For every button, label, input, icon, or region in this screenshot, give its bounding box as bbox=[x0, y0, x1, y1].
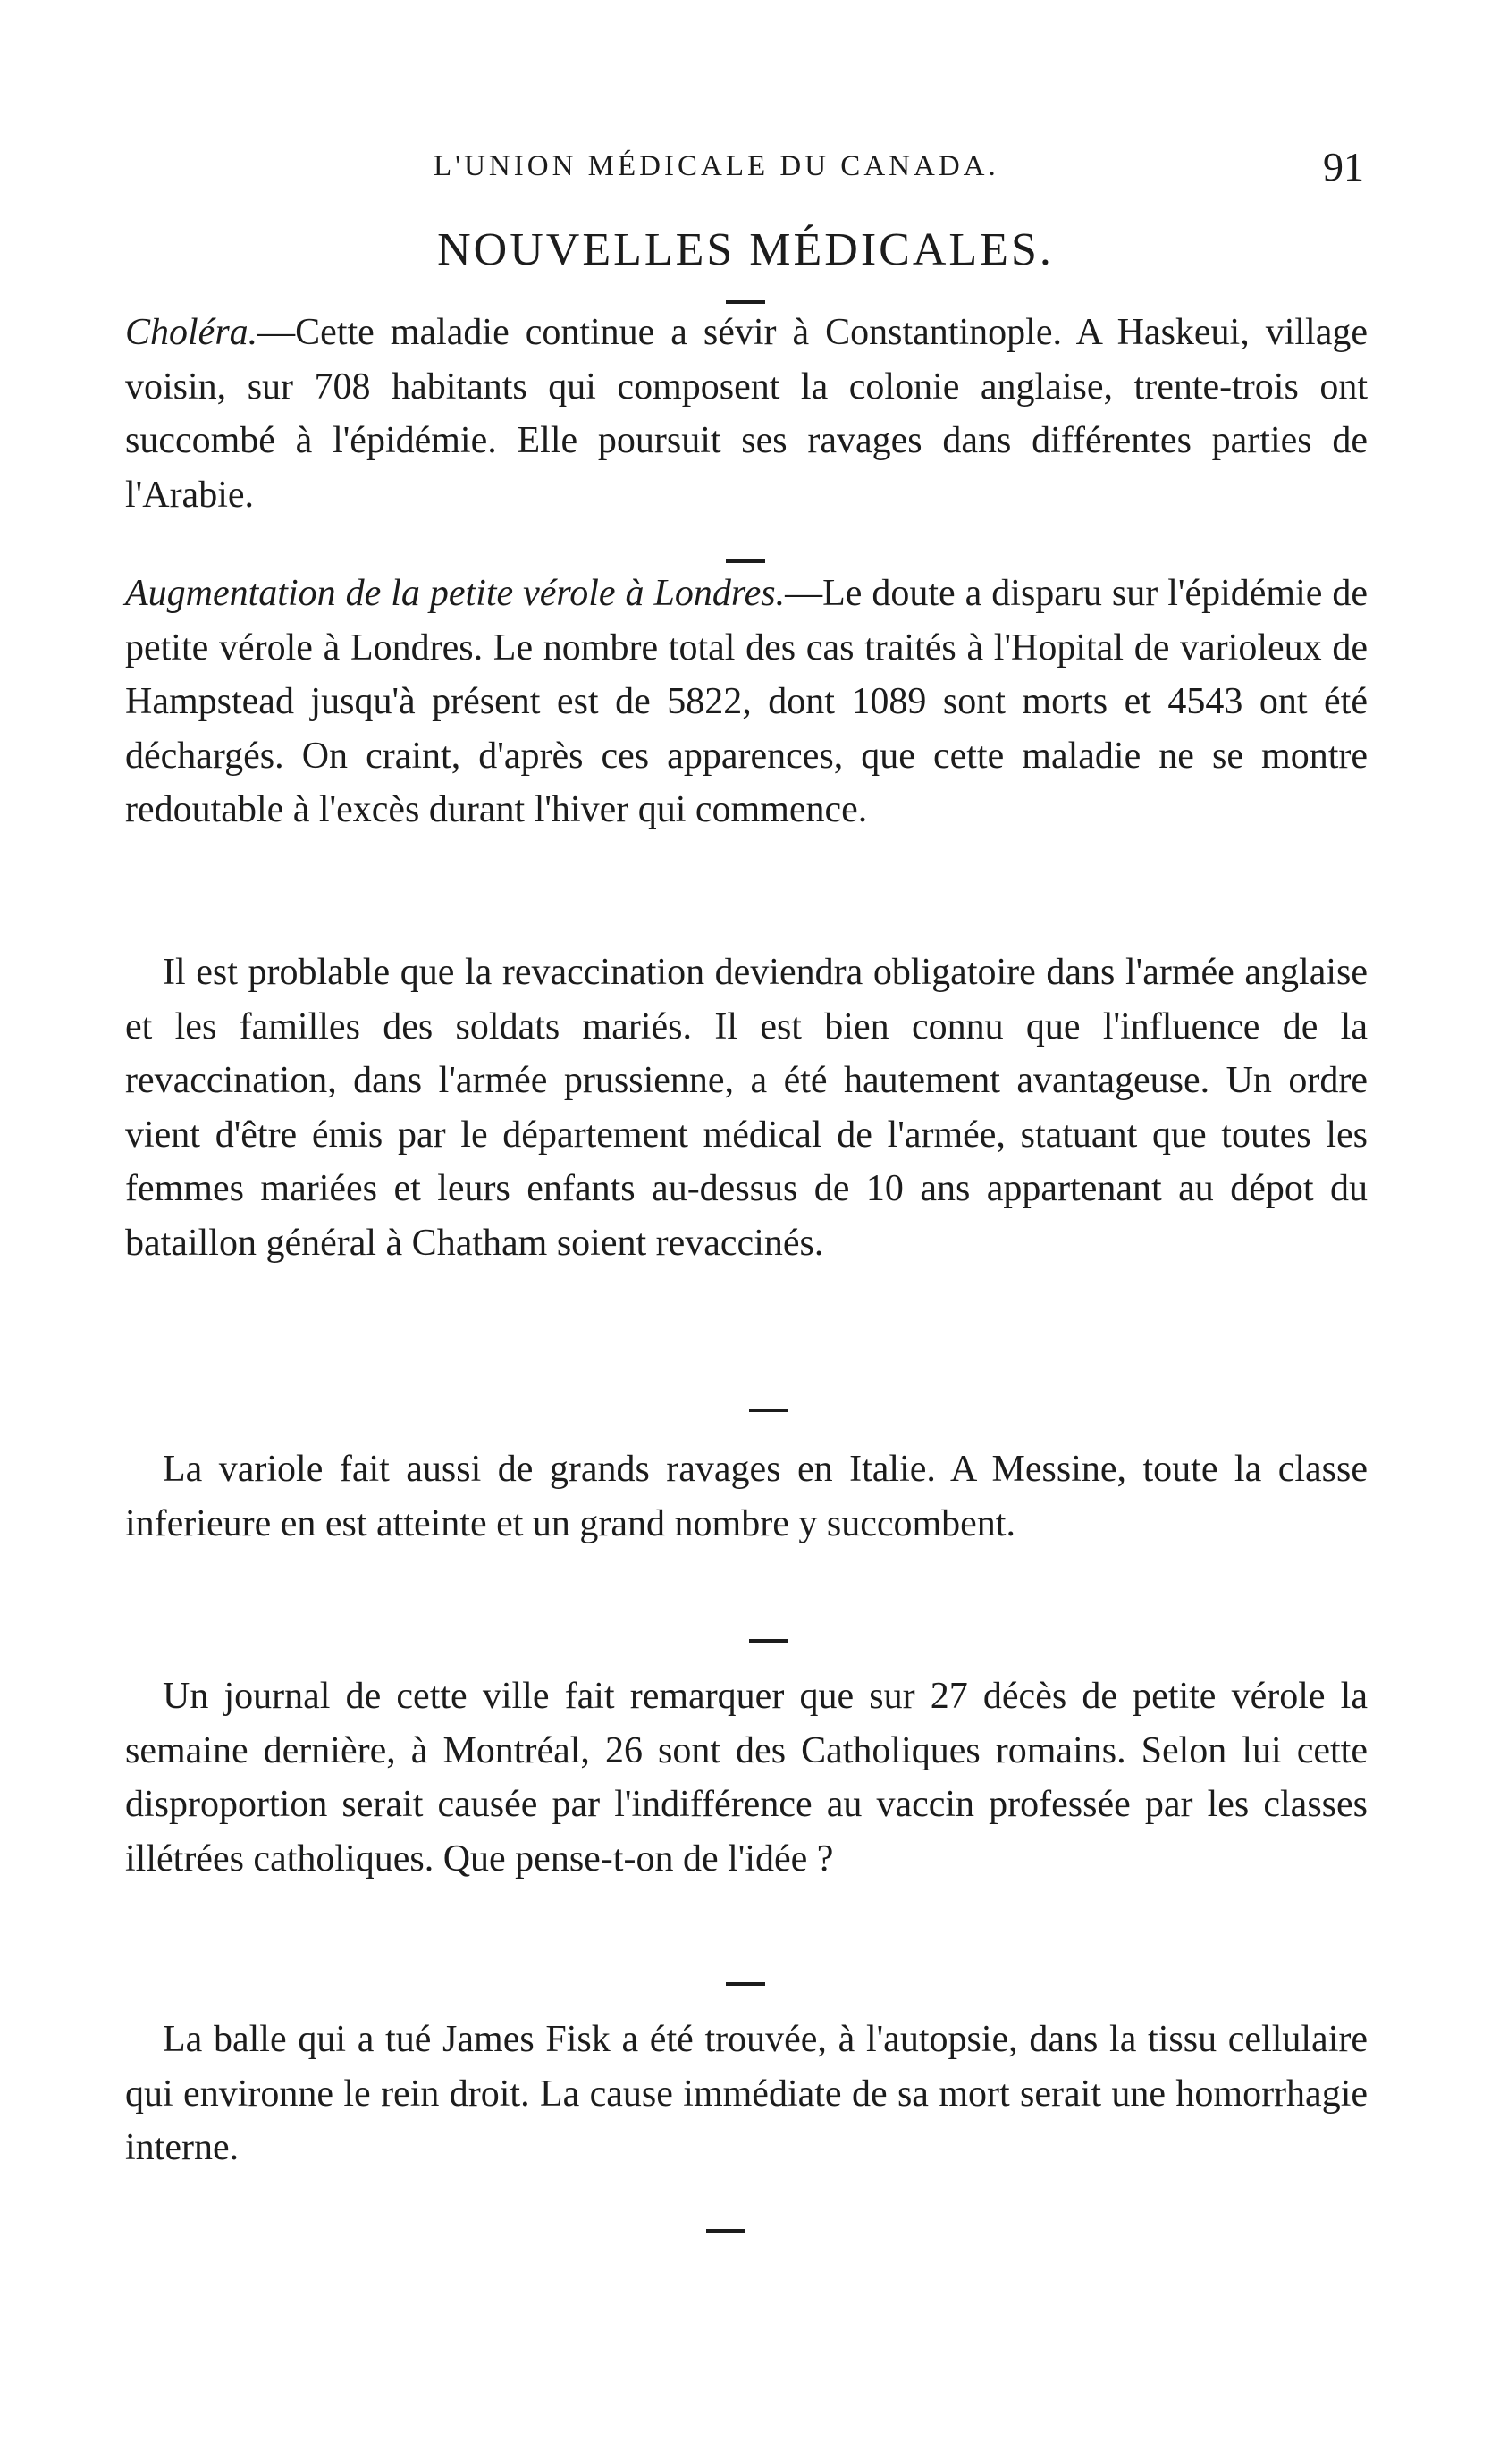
article-lead: Choléra. bbox=[125, 312, 258, 353]
article-montreal-deaths bbox=[125, 1669, 1368, 1886]
article-body: —Cette maladie continue a sévir à Constantinople. A Haskeui, village voisin, sur 708 habitants qui composent la colonie anglaise, trente-trois ont succombé à l'épidémie. Elle poursuit ses ravages dans différentes parties de l'Arabie. bbox=[125, 312, 1368, 516]
section-title: NOUVELLES MÉDICALES. bbox=[437, 224, 1054, 275]
article-variola-italy bbox=[125, 1442, 1368, 1551]
article-body: La variole fait aussi de grands ravages en Italie. A Messine, toute la classe inferieure en est atteinte et un grand nombre y succombent. bbox=[125, 1449, 1368, 1544]
article-revaccination bbox=[125, 946, 1368, 1270]
divider bbox=[706, 2229, 746, 2233]
article-james-fisk bbox=[125, 2013, 1368, 2175]
article-smallpox-london bbox=[125, 567, 1368, 837]
divider bbox=[726, 1982, 765, 1986]
divider bbox=[749, 1409, 788, 1412]
running-head: L'UNION MÉDICALE DU CANADA. bbox=[434, 150, 999, 182]
article-lead: Augmentation de la petite vérole à Londres. bbox=[125, 573, 786, 614]
divider bbox=[726, 559, 765, 563]
page-number: 91 bbox=[1323, 144, 1364, 189]
article-cholera bbox=[125, 306, 1368, 522]
divider bbox=[726, 300, 765, 304]
article-body: La balle qui a tué James Fisk a été trouvée, à l'autopsie, dans la tissu cellulaire qui environne le rein droit. La cause immédiate de sa mort serait une homorrhagie interne. bbox=[125, 2019, 1368, 2168]
article-body: —Le doute a disparu sur l'épidémie de petite vérole à Londres. Le nombre total des cas traités à l'Hopital de varioleux de Hampstead jusqu'à présent est de 5822, dont 1089 sont morts et 4543 ont été déchargés. On craint, d'après ces apparences, que cette maladie ne se montre redoutable à l'excès durant l'hiver qui commence. bbox=[125, 573, 1368, 830]
article-body: Un journal de cette ville fait remarquer que sur 27 décès de petite vérole la semaine dernière, à Montréal, 26 sont des Catholiques romains. Selon lui cette disproportion serait causée par l'indifférence au vaccin professée par les classes illétrées catholiques. Que pense-t-on de l'idée ? bbox=[125, 1676, 1368, 1880]
article-body: Il est problable que la revaccination deviendra obligatoire dans l'armée anglaise et les familles des soldats mariés. Il est bien connu que l'influence de la revaccination, dans l'armée prussienne, a été hautement avantageuse. Un ordre vient d'être émis par le département médical de l'armée, statuant que toutes les femmes mariées et leurs enfants au-dessus de 10 ans appartenant au dépot du bataillon général à Chatham soient revaccinés. bbox=[125, 952, 1368, 1264]
divider bbox=[749, 1639, 788, 1643]
